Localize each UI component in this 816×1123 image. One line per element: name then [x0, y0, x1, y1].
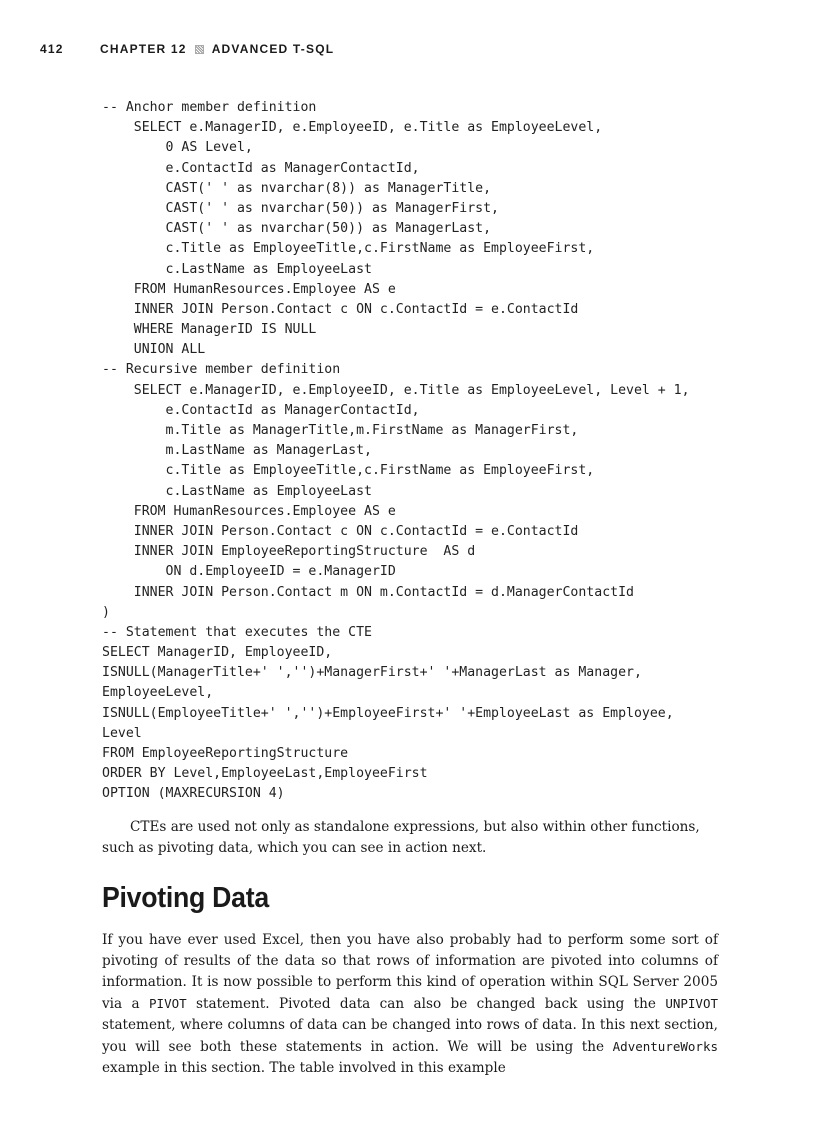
code-line: FROM EmployeeReportingStructure — [102, 746, 349, 761]
page-number: 412 — [40, 42, 64, 56]
paragraph-pivoting — [102, 930, 718, 1079]
code-line: INNER JOIN Person.Contact c ON c.ContactId = e.ContactId — [102, 301, 579, 317]
code-line: c.LastName as EmployeeLast — [102, 483, 372, 499]
code-line: OPTION (MAXRECURSION 4) — [102, 786, 285, 802]
code-line: INNER JOIN Person.Contact m ON m.ContactId = d.ManagerContactId — [102, 584, 634, 600]
code-line: m.Title as ManagerTitle,m.FirstName as ManagerFirst, — [102, 423, 579, 438]
code-pivot: PIVOT — [149, 996, 187, 1011]
code-line: -- Recursive member definition — [102, 362, 341, 378]
paragraph-ctes: CTEs are used not only as standalone expressions, but also within other functions, such as pivoting data, which you can see in action next. — [102, 819, 700, 856]
code-line: ISNULL(ManagerTitle+' ','')+ManagerFirst+' '+ManagerLast as Manager, — [102, 665, 642, 681]
code-line: CAST(' ' as nvarchar(50)) as ManagerFirst, — [102, 200, 499, 216]
text-run: statement. Pivoted data can also be changed back using the — [186, 996, 666, 1012]
code-line: SELECT e.ManagerID, e.EmployeeID, e.Title as EmployeeLevel, — [102, 120, 603, 136]
code-line: c.Title as EmployeeTitle,c.FirstName as EmployeeFirst, — [102, 241, 595, 257]
code-line: SELECT e.ManagerID, e.EmployeeID, e.Title as EmployeeLevel, Level + 1, — [102, 382, 690, 398]
code-line: ON d.EmployeeID = e.ManagerID — [102, 564, 396, 580]
code-line: ORDER BY Level,EmployeeLast,EmployeeFirst — [102, 766, 428, 782]
code-line: 0 AS Level, — [102, 140, 253, 156]
code-line: ISNULL(EmployeeTitle+' ','')+EmployeeFirst+' '+EmployeeLast as Employee, — [102, 705, 674, 721]
text-run: If you have ever used Excel, then you have also probably had to perform some sort of pivoting of results of the data so that rows of information are pivoted into columns of information. It is now possible to perform this kind of operation within SQL Server 2005 via a — [102, 932, 718, 1012]
code-line: Level — [102, 725, 142, 741]
code-line: ) — [102, 604, 110, 620]
code-adventureworks: AdventureWorks — [612, 1039, 718, 1054]
sql-code-block — [102, 98, 690, 805]
code-line: CAST(' ' as nvarchar(8)) as ManagerTitle, — [102, 180, 492, 196]
running-header — [40, 42, 334, 56]
code-line: e.ContactId as ManagerContactId, — [102, 160, 420, 176]
section-heading: Pivoting Data — [102, 882, 269, 914]
text-run: example in this section. The table involved in this example — [102, 1060, 506, 1076]
code-line: e.ContactId as ManagerContactId, — [102, 402, 420, 418]
code-line: CAST(' ' as nvarchar(50)) as ManagerLast, — [102, 221, 492, 237]
code-unpivot: UNPIVOT — [665, 996, 718, 1011]
code-line: SELECT ManagerID, EmployeeID, — [102, 645, 333, 661]
code-line: -- Statement that executes the CTE — [102, 624, 372, 640]
code-line: m.LastName as ManagerLast, — [102, 443, 372, 459]
code-line: FROM HumanResources.Employee AS e — [102, 503, 396, 519]
code-line: INNER JOIN EmployeeReportingStructure AS d — [102, 544, 476, 560]
separator-square-icon — [195, 45, 204, 54]
code-line: EmployeeLevel, — [102, 685, 214, 701]
code-line: WHERE ManagerID IS NULL — [102, 322, 317, 338]
code-line: FROM HumanResources.Employee AS e — [102, 281, 396, 297]
code-line: INNER JOIN Person.Contact c ON c.ContactId = e.ContactId — [102, 523, 579, 539]
code-line: c.Title as EmployeeTitle,c.FirstName as EmployeeFirst, — [102, 463, 595, 479]
text-run: statement, where columns of data can be changed into rows of data. In this next section, you will see both these statements in action. We will be using the — [102, 1017, 718, 1055]
chapter-label: CHAPTER 12 — [100, 42, 187, 56]
code-line: -- Anchor member definition — [102, 100, 317, 115]
code-line: c.LastName as EmployeeLast — [102, 261, 372, 277]
code-line: UNION ALL — [102, 342, 206, 358]
section-title: ADVANCED T-SQL — [211, 42, 335, 56]
